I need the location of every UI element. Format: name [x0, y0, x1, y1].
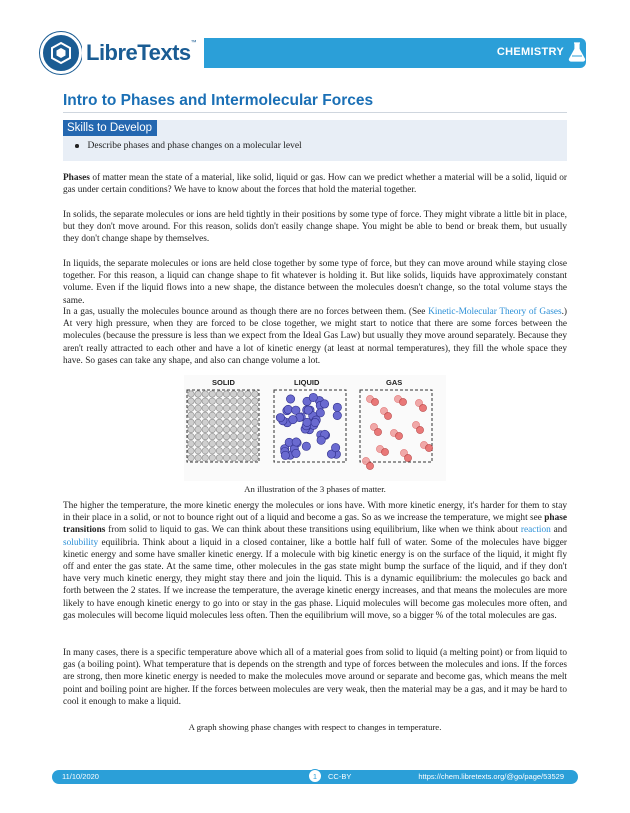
liquid-particle [303, 418, 311, 426]
gas-particle [416, 426, 423, 433]
liquid-particle [333, 403, 341, 411]
paragraph-text: .) At very high pressure, when they are forced to be close together, we might start to notice that there are some forces between the molecules (because the pressure is less than we expect from the Ideal Gas Law) but usually they move around separately. Because they aren't really attracted to each other and have a lot of kinetic energy (at least at normal temperatures), they fill the whole space they have. So gases can take any shape, and also can change volume a lot. [63, 307, 567, 366]
gas-particle [395, 432, 402, 439]
solid-particle [195, 419, 201, 425]
gas-particle [425, 444, 432, 451]
solid-particle [223, 433, 229, 439]
solid-particle [238, 433, 244, 439]
paragraph-solids: In solids, the separate molecules or ions are held tightly in their positions by some type of force. They might vibrate a little bit in place, but they don't move around. For this reason, solids don't easily change shape. You might be able to bend or break them, but usually they don't change shape by themselves. [63, 210, 567, 245]
paragraph-text: The higher the temperature, the more kinetic energy the molecules or ions have. With more kinetic energy, it's harder for them to stay in their place in a solid, or not to bounce right out of a liquid and become a gas. So as we increase the temperature, we might see [63, 501, 567, 524]
solid-particle [238, 426, 244, 432]
solid-particle [216, 391, 222, 397]
liquid-particle [289, 415, 297, 423]
solid-particle [252, 448, 258, 454]
solid-particle [230, 426, 236, 432]
gas-particle [404, 454, 411, 461]
solid-particle [202, 433, 208, 439]
gas-particle [419, 404, 426, 411]
solid-particle [188, 412, 194, 418]
solid-particle [195, 433, 201, 439]
solid-particle [223, 448, 229, 454]
solid-particle [245, 412, 251, 418]
solid-particle [209, 433, 215, 439]
solid-particle [216, 448, 222, 454]
phases-illustration [184, 375, 446, 481]
solid-particle [252, 391, 258, 397]
solid-particle [188, 391, 194, 397]
page-number-badge: 1 [308, 769, 322, 783]
page-footer [52, 770, 578, 784]
solid-particle [238, 412, 244, 418]
solid-particle [223, 455, 229, 461]
liquid-particle [311, 418, 319, 426]
solid-particle [223, 426, 229, 432]
liquid-particle [320, 400, 328, 408]
paragraph-liquids: In liquids, the separate molecules or ions are held close together by some type of force, but they can move around while staying close together. For this reason, a liquid can change shape to fit whatever is holding it. But like solids, liquids have approximately constant volume. Even if the liquid flows into a new shape, the distance between the molecules doesn't change, so the total volume stays the same. [63, 259, 567, 306]
figure-label-liquid: LIQUID [294, 378, 320, 387]
solid-particle [195, 448, 201, 454]
solid-particle [230, 405, 236, 411]
paragraph-melting-boiling: In many cases, there is a specific temperature above which all of a material goes from solid to liquid (a melting point) or from liquid to gas (a boiling point). What temperature that is depends on the strength and type of forces between the molecules and ions. If the forces are strong, then more kinetic energy is needed to make the molecules move around or separate and become gas, which means the melt point and boiling point are higher. If the forces between molecules are very weak, then the material may be a gas, and it may be hard to cool it enough to make a liquid. [63, 648, 567, 707]
solid-particle [209, 426, 215, 432]
solid-particle [216, 405, 222, 411]
gas-particle [374, 428, 381, 435]
flask-icon [568, 42, 586, 62]
solid-particle [188, 405, 194, 411]
solid-particle [195, 398, 201, 404]
solid-particle [188, 433, 194, 439]
page-header [0, 0, 630, 100]
gas-particle [384, 412, 391, 419]
solid-particle [238, 448, 244, 454]
solid-particle [188, 455, 194, 461]
term-phase-transitions: phase transitions [63, 513, 567, 536]
liquid-particle [276, 413, 284, 421]
solid-particle [245, 441, 251, 447]
figure-caption: An illustration of the 3 phases of matter. [244, 484, 386, 494]
solid-particle [230, 441, 236, 447]
solid-particle [223, 441, 229, 447]
solid-particle [209, 419, 215, 425]
solid-particle [245, 448, 251, 454]
liquid-particle [333, 411, 341, 419]
solid-particle [209, 398, 215, 404]
liquid-particle [331, 443, 339, 451]
solid-particle [195, 455, 201, 461]
solid-particle [245, 398, 251, 404]
solid-particle [245, 426, 251, 432]
solid-particle [223, 391, 229, 397]
solid-particle [230, 433, 236, 439]
gas-particle [381, 448, 388, 455]
solid-particle [230, 412, 236, 418]
solid-particle [216, 419, 222, 425]
skills-box [63, 120, 567, 161]
solid-particle [252, 419, 258, 425]
solid-particle [209, 441, 215, 447]
bullet-icon [75, 144, 79, 148]
link-solubility[interactable]: solubility [63, 537, 99, 548]
solid-particle [209, 412, 215, 418]
solid-particle [238, 419, 244, 425]
solid-particle [238, 398, 244, 404]
paragraph-text: of matter mean the state of a material, like solid, liquid or gas. How can we predict whether a material will be a solid, liquid or gas under certain conditions? We have to know about the forces that hold the material together. [63, 173, 567, 196]
solid-particle [238, 441, 244, 447]
solid-particle [195, 441, 201, 447]
solid-particle [195, 405, 201, 411]
solid-particle [216, 412, 222, 418]
solid-particle [245, 419, 251, 425]
gas-particle [371, 398, 378, 405]
gas-particle [399, 398, 406, 405]
solid-particle [216, 433, 222, 439]
footer-date: 11/10/2020 [62, 772, 99, 781]
solid-particle [216, 441, 222, 447]
solid-particle [188, 419, 194, 425]
solid-particle [195, 391, 201, 397]
solid-particle [223, 412, 229, 418]
liquid-particle [292, 438, 300, 446]
phases-figure [184, 375, 446, 481]
solid-particle [230, 419, 236, 425]
solid-particle [245, 433, 251, 439]
solid-particle [202, 391, 208, 397]
solid-particle [230, 391, 236, 397]
solid-particle [223, 398, 229, 404]
link-kinetic-molecular-theory[interactable]: Kinetic-Molecular Theory of Gases [428, 307, 562, 317]
solid-particle [195, 426, 201, 432]
solid-particle [245, 391, 251, 397]
paragraph-text: and [550, 525, 567, 536]
paragraph-text: In a gas, usually the molecules bounce around as though there are no forces between them. (See [63, 307, 429, 317]
figure-label-solid: SOLID [212, 378, 235, 387]
solid-particle [238, 455, 244, 461]
liquid-particle [286, 395, 294, 403]
term-phases: Phases [63, 173, 90, 183]
solid-particle [216, 455, 222, 461]
solid-particle [252, 433, 258, 439]
solid-particle [245, 455, 251, 461]
solid-particle [202, 398, 208, 404]
solid-particle [209, 405, 215, 411]
paragraph-phase-transitions [63, 500, 567, 622]
solid-particle [202, 405, 208, 411]
liquid-particle [281, 451, 289, 459]
solid-particle [230, 398, 236, 404]
solid-particle [188, 441, 194, 447]
solid-particle [188, 448, 194, 454]
solid-particle [238, 405, 244, 411]
solid-particle [252, 455, 258, 461]
logo-text: LibreTexts™ [82, 38, 204, 68]
liquid-particle [304, 406, 312, 414]
paragraph-phases [63, 172, 567, 196]
paragraph-text: equilibria. Think about a liquid in a closed container, like a bottle half full of water. Some of the molecules have bigger kinetic energy and some have smaller kinetic energy. If a molecule with big kinetic energy is on the surface of the liquid, it might fly off and enter the gas state. At the same time, other molecules in the gas state might bump the surface of the liquid, and if they don't have very much kinetic energy, they might stay there and join the liquid. This is a dynamic equilibrium: the molecules go back and forth between the 2 states. If we increase the temperature, the average kinetic energy increases, and that means the molecules are more likely to have enough kinetic energy to go into or stay in the gas phase. Liquid molecules will become gas molecules more often, and gas molecules will become liquid molecules less often. Then the equilibrium will move, so a bigger % of the total molecules are gas. [63, 537, 567, 621]
solid-particle [216, 426, 222, 432]
gas-particle [366, 462, 373, 469]
libretexts-logo-icon [40, 32, 82, 74]
paragraph-gases [63, 306, 567, 367]
graph-caption: A graph showing phase changes with respect to changes in temperature. [188, 722, 442, 732]
solid-particle [252, 398, 258, 404]
solid-particle [195, 412, 201, 418]
skills-list-item [75, 141, 302, 151]
solid-particle [252, 405, 258, 411]
solid-particle [230, 448, 236, 454]
libretexts-logo[interactable] [40, 32, 204, 74]
solid-particle [209, 448, 215, 454]
solid-particle [252, 441, 258, 447]
solid-particle [230, 455, 236, 461]
solid-particle [202, 419, 208, 425]
solid-particle [252, 426, 258, 432]
solid-particle [209, 455, 215, 461]
figure-label-gas: GAS [386, 378, 403, 387]
footer-url[interactable]: https://chem.libretexts.org/@go/page/53529 [418, 772, 564, 781]
liquid-particle [309, 393, 317, 401]
solid-particle [188, 398, 194, 404]
solid-particle [209, 391, 215, 397]
link-reaction[interactable]: reaction [520, 525, 551, 536]
solid-particle [252, 412, 258, 418]
solid-particle [223, 405, 229, 411]
page-title: Intro to Phases and Intermolecular Forces [63, 92, 374, 109]
solid-particle [202, 448, 208, 454]
solid-particle [188, 426, 194, 432]
solid-particle [245, 405, 251, 411]
liquid-particle [292, 449, 300, 457]
title-divider [63, 112, 567, 113]
liquid-particle [317, 436, 325, 444]
skills-heading: Skills to Develop [63, 120, 157, 136]
solid-particle [216, 398, 222, 404]
skills-item-text: Describe phases and phase changes on a molecular level [87, 141, 302, 151]
footer-license[interactable]: CC-BY [328, 772, 352, 781]
solid-particle [238, 391, 244, 397]
solid-particle [202, 441, 208, 447]
liquid-particle [284, 405, 292, 413]
solid-particle [223, 419, 229, 425]
solid-particle [202, 412, 208, 418]
solid-particle [202, 426, 208, 432]
liquid-particle [302, 442, 310, 450]
paragraph-text: from solid to liquid to gas. We can think about these transitions using equilibrium, like when we think about [105, 525, 521, 536]
solid-particle [202, 455, 208, 461]
subject-label[interactable]: CHEMISTRY [496, 46, 564, 58]
